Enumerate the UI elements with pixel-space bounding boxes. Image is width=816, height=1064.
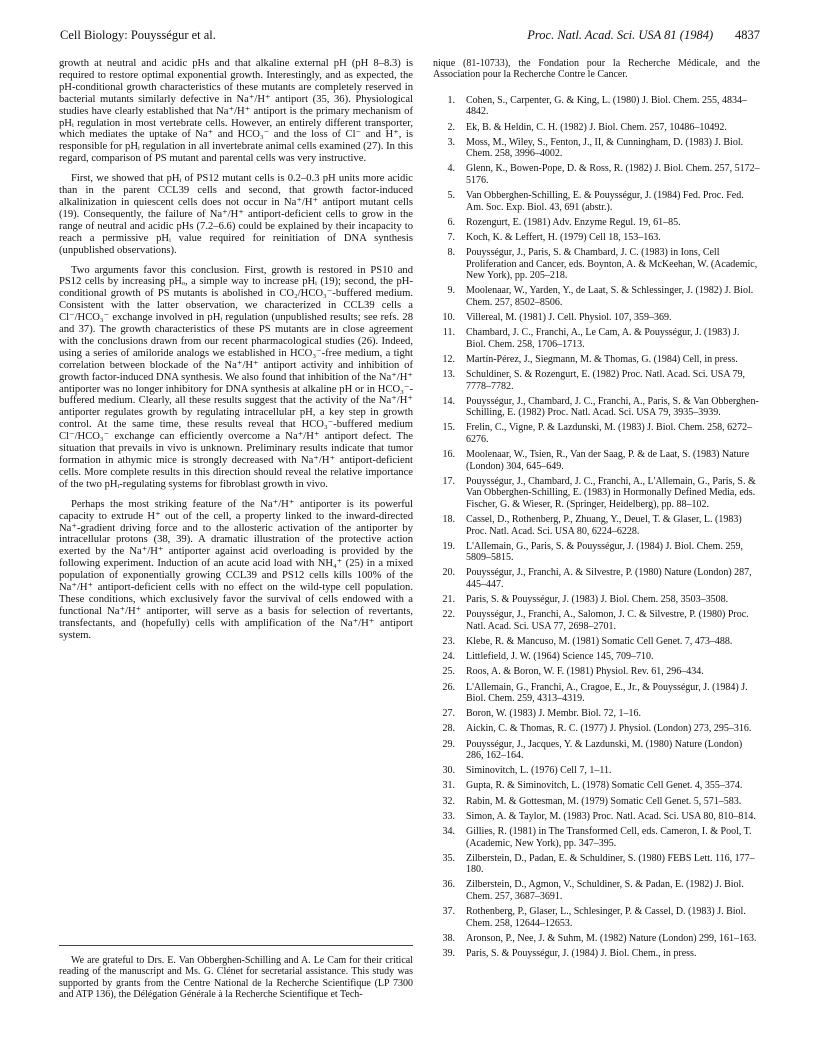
reference-number: 10. xyxy=(442,312,455,323)
body-paragraph: Two arguments favor this conclusion. First, growth is restored in PS10 and PS12 cells by increasing pHₒ, a simple way to increase pHᵢ (19); second, the pH-conditional growth of PS mutants is abolished in CO₂/HCO₃⁻-buffered medium. Consistent with the latter observation, we characterized in CCL39 cells a Cl⁻/HCO₃⁻ exchange involved in pHᵢ regulation (unpublished results; see refs. 28 and 37). The growth characteristics of these PS mutants are in close agreement with the conclusions drawn from our recent pharmacological studies (26). Indeed, using a series of amiloride analogs we established in HCO₃⁻-free medium, a tight correlation between blockade of the Na⁺/H⁺ antiport activity and inhibition of growth factor-induced DNA synthesis. We also found that inhibition of the Na⁺/H⁺ antiporter was no longer inhibitory for DNA synthesis at alkaline pH or in HCO₃⁻-buffered medium. Clearly, all these results suggest that the activity of the Na⁺/H⁺ antiporter regulates growth by regulating intracellular pH, a key step in growth control. At the same time, these results reveal that HCO₃⁻-buffered medium Cl⁻/HCO₃⁻ exchange can efficiently overcome a Na⁺/H⁺ antiport defect. The situation that prevails in vivo is unknown. Preliminary results indicate that tumor formation in athymic mice is strongly decreased with Na⁺/H⁺ antiport-deficient cells. More complete results in this direction should reveal the relative importance of the two pHᵢ-regulating systems for fibroblast growth in vivo. xyxy=(59,264,413,490)
reference-number: 27. xyxy=(442,708,455,720)
reference-text: Pouysségur, J., Chambard, J. C., Franchi, A., L'Allemain, G., Paris, S. & Van Obberghen-Schilling, E. (1983) in Hormonally Defined Media, eds. Fischer, G. & Wieser, R. (Springer, Heidelberg), pp. 88–102. xyxy=(466,475,756,510)
reference-item xyxy=(433,95,760,118)
reference-number: 23. xyxy=(442,635,455,647)
reference-item xyxy=(433,232,760,244)
reference-item xyxy=(433,765,760,777)
reference-number: 32. xyxy=(442,795,455,807)
reference-text: Martín-Pérez, J., Siegmann, M. & Thomas, G. (1984) Cell, in press. xyxy=(466,353,738,365)
reference-number: 12. xyxy=(442,353,455,365)
reference-item xyxy=(433,826,760,849)
reference-text: L'Allemain, G., Franchi, A., Cragoe, E., Jr., & Pouysségur, J. (1984) J. Biol. Chem. 259, 4313–4319. xyxy=(466,681,748,704)
reference-item xyxy=(433,449,760,472)
reference-text: Siminovitch, L. (1976) Cell 7, 1–11. xyxy=(466,765,612,777)
reference-number: 22. xyxy=(442,609,455,621)
reference-number: 26. xyxy=(442,681,455,693)
reference-number: 3. xyxy=(447,136,455,148)
reference-item xyxy=(433,853,760,876)
reference-number: 6. xyxy=(447,216,455,228)
reference-number: 11. xyxy=(442,327,455,339)
reference-item xyxy=(433,682,760,705)
reference-text: Schuldiner, S. & Rozengurt, E. (1982) Proc. Natl. Acad. Sci. USA 79, 7778–7782. xyxy=(466,369,746,392)
reference-item xyxy=(433,163,760,186)
reference-item xyxy=(433,396,760,419)
reference-item xyxy=(433,422,760,445)
reference-item xyxy=(433,514,760,537)
acknowledgments-divider xyxy=(59,945,413,946)
reference-text: Pouysségur, J., Paris, S. & Chambard, J. C. (1983) in Ions, Cell Proliferation and Cancer, eds. Boynton, A. & McKeehan, W. (Academic, New York), pp. 205–218. xyxy=(466,247,758,282)
reference-item xyxy=(433,247,760,282)
header-section-author: Cell Biology: Pouysségur et al. xyxy=(60,28,216,42)
reference-number: 24. xyxy=(442,651,455,663)
reference-item xyxy=(433,541,760,564)
reference-number: 38. xyxy=(442,932,455,944)
reference-number: 25. xyxy=(442,666,455,678)
left-column xyxy=(59,58,413,642)
reference-text: Rozengurt, E. (1981) Adv. Enzyme Regul. 19, 61–85. xyxy=(466,216,681,228)
header-journal-page xyxy=(527,28,760,43)
reference-number: 29. xyxy=(442,738,455,750)
reference-item xyxy=(433,594,760,606)
reference-number: 4. xyxy=(447,163,455,175)
reference-text: Boron, W. (1983) J. Membr. Biol. 72, 1–16. xyxy=(466,708,642,720)
page-number: 4837 xyxy=(735,28,760,42)
reference-text: Gillies, R. (1981) in The Transformed Cell, eds. Cameron, I. & Pool, T. (Academic, New York), pp. 347–395. xyxy=(466,826,752,849)
reference-text: Moolenaar, W., Tsien, R., Van der Saag, P. & de Laat, S. (1983) Nature (London) 304, 645–649. xyxy=(466,449,750,472)
header-journal: Proc. Natl. Acad. Sci. USA 81 (1984) xyxy=(527,28,714,42)
reference-item xyxy=(433,708,760,720)
reference-item xyxy=(433,476,760,511)
reference-item xyxy=(433,906,760,929)
body-paragraph: growth at neutral and acidic pHs and that alkaline external pH (pH 8–8.3) is required to restore optimal exponential growth. Interestingly, and as expected, the pH-conditional growth characteristics of these mutants are completely reserved in bacterial mutants similarly defective in Na⁺/H⁺ antiport (35, 36). Physiological studies have clearly established that Na⁺/H⁺ antiport is the primary mechanism of pHᵢ regulation in most vertebrate cells. However, an entirely different transporter, which mediates the uptake of Na⁺ and HCO₃⁻ and the loss of Cl⁻ and H⁺, is responsible for pHᵢ regulation in all invertebrate animal cells examined (27). In this regard, comparison of PS mutant and parental cells was very instructive. xyxy=(59,58,413,165)
reference-number: 18. xyxy=(442,514,455,525)
reference-number: 21. xyxy=(442,594,455,606)
reference-number: 5. xyxy=(447,190,455,202)
reference-number: 17. xyxy=(442,475,455,487)
reference-text: Glenn, K., Bowen-Pope, D. & Ross, R. (1982) J. Biol. Chem. 257, 5172–5176. xyxy=(466,163,760,186)
reference-text: Moolenaar, W., Yarden, Y., de Laat, S. & Schlessinger, J. (1982) J. Biol. Chem. 257, 8502–8506. xyxy=(466,285,754,308)
reference-text: Pouysségur, J., Franchi, A. & Silvestre, P. (1980) Nature (London) 287, 445–447. xyxy=(466,567,752,590)
reference-number: 28. xyxy=(442,723,455,735)
reference-item xyxy=(433,739,760,762)
reference-number: 1. xyxy=(447,94,455,106)
reference-number: 7. xyxy=(447,231,455,243)
reference-text: Littlefield, J. W. (1964) Science 145, 709–710. xyxy=(466,651,654,663)
reference-text: Aronson, P., Nee, J. & Suhm, M. (1982) Nature (London) 299, 161–163. xyxy=(466,932,757,944)
reference-number: 16. xyxy=(442,449,455,461)
reference-text: Paris, S. & Pouysségur, J. (1984) J. Biol. Chem., in press. xyxy=(466,947,697,959)
reference-text: Rothenberg, P., Glaser, L., Schlesinger, P. & Cassel, D. (1983) J. Biol. Chem. 258, 12644–12653. xyxy=(466,906,746,929)
reference-text: Cassel, D., Rothenberg, P., Zhuang, Y., Deuel, T. & Glaser, L. (1983) Proc. Natl. Acad. Sci. USA 80, 6224–6228. xyxy=(466,514,742,537)
reference-item xyxy=(433,354,760,366)
reference-item xyxy=(433,879,760,902)
reference-number: 19. xyxy=(442,540,455,552)
reference-number: 39. xyxy=(442,947,455,959)
reference-text: Paris, S. & Pouysségur, J. (1983) J. Biol. Chem. 258, 3503–3508. xyxy=(466,594,729,606)
reference-item xyxy=(433,122,760,134)
reference-item xyxy=(433,811,760,823)
reference-item xyxy=(433,567,760,590)
reference-text: Rabin, M. & Gottesman, M. (1979) Somatic Cell Genet. 5, 571–583. xyxy=(466,795,742,807)
reference-number: 2. xyxy=(447,121,455,133)
reference-text: Villereal, M. (1981) J. Cell. Physiol. 107, 359–369. xyxy=(466,312,672,323)
reference-list xyxy=(433,95,760,960)
reference-number: 33. xyxy=(442,810,455,822)
acknowledgments-text: We are grateful to Drs. E. Van Obberghen-Schilling and A. Le Cam for their critical reading of the manuscript and Ms. G. Clénet for secretarial assistance. This study was supported by grants from the Centre National de la Recherche Scientifique (LP 7300 and ATP 136), the Délégation Générale à la Recherche Scientifique et Tech- xyxy=(59,955,413,1001)
reference-number: 8. xyxy=(447,247,455,259)
body-paragraph: Perhaps the most striking feature of the Na⁺/H⁺ antiporter is its powerful capacity to extrude H⁺ out of the cell, a property linked to the inward-directed Na⁺-gradient driving force and to the allosteric activation of the antiporter by intracellular protons (38, 39). A dramatic illustration of the protective action exerted by the Na⁺/H⁺ antiporter against acid overloading is provided by the following experiment. Induction of an acute acid load with NH₄⁺ (25) in a mixed population of exponentially growing CCL39 and PS12 cells kills 100% of the Na⁺/H⁺ antiport-deficient cells with no effect on the wild-type cell population. These conditions, which exclusively favor the survival of cells endowed with a functional Na⁺/H⁺ antiporter, will serve as a basis for selection of revertants, transfectants, and (hopefully) cells with amplification of the Na⁺/H⁺ antiport system. xyxy=(59,498,413,641)
reference-item xyxy=(433,780,760,792)
reference-text: Zilberstein, D., Padan, E. & Schuldiner, S. (1980) FEBS Lett. 116, 177–180. xyxy=(466,852,755,876)
reference-number: 34. xyxy=(442,826,455,837)
reference-item xyxy=(433,666,760,678)
reference-item xyxy=(433,312,760,324)
reference-item xyxy=(433,796,760,808)
reference-item xyxy=(433,948,760,960)
reference-text: Van Obberghen-Schilling, E. & Pouysségur, J. (1984) Fed. Proc. Fed. Am. Soc. Exp. Biol. 43, 691 (abstr.). xyxy=(466,190,744,213)
reference-number: 14. xyxy=(442,395,455,407)
reference-number: 20. xyxy=(442,567,455,579)
reference-item xyxy=(433,369,760,392)
reference-text: Aickin, C. & Thomas, R. C. (1977) J. Physiol. (London) 273, 295–316. xyxy=(466,723,752,735)
reference-text: Simon, A. & Taylor, M. (1983) Proc. Natl. Acad. Sci. USA 80, 810–814. xyxy=(466,810,756,822)
reference-item xyxy=(433,651,760,663)
reference-item xyxy=(433,609,760,632)
reference-item xyxy=(433,137,760,160)
reference-text: Chambard, J. C., Franchi, A., Le Cam, A. & Pouysségur, J. (1983) J. Biol. Chem. 258, 1706–1713. xyxy=(466,327,740,350)
reference-number: 36. xyxy=(442,879,455,891)
reference-text: Pouysségur, J., Chambard, J. C., Franchi, A., Paris, S. & Van Obberghen-Schilling, E. (1982) Proc. Natl. Acad. Sci. USA 79, 3935–3939. xyxy=(466,395,759,419)
acknowledgments xyxy=(59,955,413,1001)
reference-item xyxy=(433,285,760,308)
reference-number: 37. xyxy=(442,906,455,918)
acknowledgments-continued: nique (81-10733), the Fondation pour la Recherche Médicale, and the Association pour la Recherche Contre le Cancer. xyxy=(433,58,760,81)
reference-item xyxy=(433,190,760,213)
running-header xyxy=(60,28,760,46)
reference-item xyxy=(433,723,760,735)
reference-text: Frelin, C., Vigne, P. & Lazdunski, M. (1983) J. Biol. Chem. 258, 6272–6276. xyxy=(466,422,753,445)
reference-text: Pouysségur, J., Jacques, Y. & Lazdunski, M. (1980) Nature (London) 286, 162–164. xyxy=(466,738,743,762)
reference-item xyxy=(433,636,760,648)
reference-text: Ek, B. & Heldin, C. H. (1982) J. Biol. Chem. 257, 10486–10492. xyxy=(466,121,727,133)
reference-number: 31. xyxy=(442,780,455,792)
reference-number: 13. xyxy=(442,369,455,381)
reference-item xyxy=(433,933,760,945)
reference-text: Zilberstein, D., Agmon, V., Schuldiner, S. & Padan, E. (1982) J. Biol. Chem. 257, 3687–3691. xyxy=(466,879,744,902)
right-column xyxy=(433,58,760,963)
reference-item xyxy=(433,217,760,229)
reference-number: 30. xyxy=(442,765,455,777)
reference-number: 9. xyxy=(447,285,455,297)
reference-text: Gupta, R. & Siminovitch, L. (1978) Somatic Cell Genet. 4, 355–374. xyxy=(466,780,743,792)
reference-text: Cohen, S., Carpenter, G. & King, L. (1980) J. Biol. Chem. 255, 4834–4842. xyxy=(466,94,747,118)
reference-text: L'Allemain, G., Paris, S. & Pouysségur, J. (1984) J. Biol. Chem. 259, 5809–5815. xyxy=(466,540,743,564)
reference-text: Roos, A. & Boron, W. F. (1981) Physiol. Rev. 61, 296–434. xyxy=(466,666,704,678)
reference-number: 35. xyxy=(442,852,455,864)
reference-text: Pouysségur, J., Franchi, A., Salomon, J. C. & Silvestre, P. (1980) Proc. Natl. Acad. Sci. USA 77, 2698–2701. xyxy=(466,609,749,632)
reference-text: Moss, M., Wiley, S., Fenton, J., II, & Cunningham, D. (1983) J. Biol. Chem. 258, 3996–4002. xyxy=(466,136,744,160)
reference-text: Klebe, R. & Mancuso, M. (1981) Somatic Cell Genet. 7, 473–488. xyxy=(466,635,733,647)
reference-number: 15. xyxy=(442,422,455,434)
reference-text: Koch, K. & Leffert, H. (1979) Cell 18, 153–163. xyxy=(466,231,661,243)
reference-item xyxy=(433,327,760,350)
body-paragraph: First, we showed that pHᵢ of PS12 mutant cells is 0.2–0.3 pH units more acidic than in the parent CCL39 cells and second, that growth factor-induced alkalinization in quiescent cells does not occur in Na⁺/H⁺ antiport mutant cells (19). Consequently, the failure of Na⁺/H⁺ antiport-deficient cells to grow in the range of neutral and acidic pHs (7.2–6.6) could be explained by their incapacity to reach a permissive pHᵢ value required for reinitiation of DNA synthesis (unpublished observations). xyxy=(59,173,413,256)
